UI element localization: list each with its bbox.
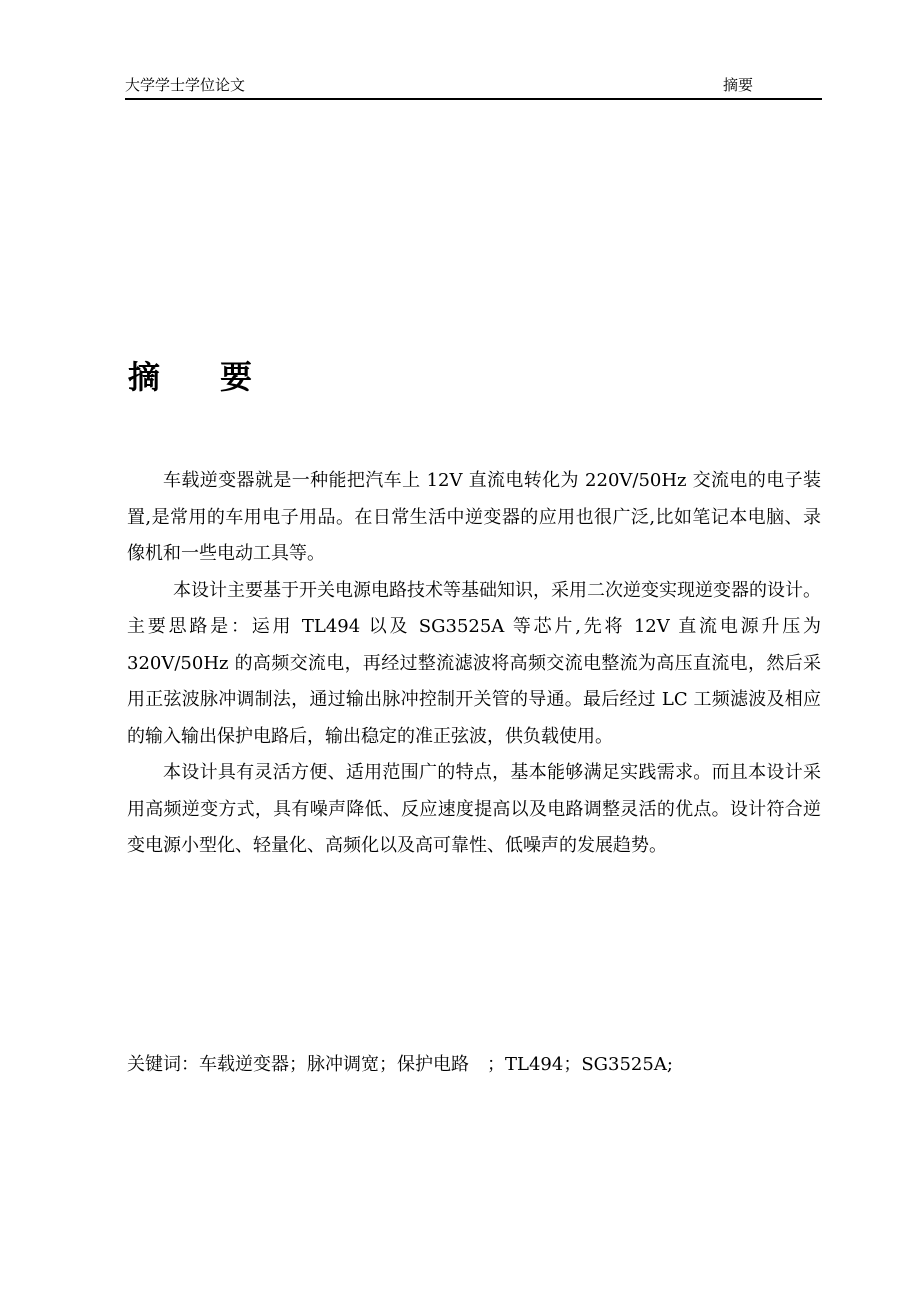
abstract-title-char-2: 要: [220, 358, 255, 396]
abstract-title-char-1: 摘: [128, 358, 163, 396]
page-header: [125, 76, 822, 100]
abstract-body: [127, 463, 821, 865]
abstract-paragraph-3: 本设计具有灵活方便、适用范围广的特点，基本能够满足实践需求。而且本设计采用高频逆变方式，具有噪声降低、反应速度提高以及电路调整灵活的优点。设计符合逆变电源小型化、轻量化、高频化以及高可靠性、低噪声的发展趋势。: [127, 762, 821, 856]
abstract-title: [128, 355, 254, 399]
abstract-paragraph-2: 本设计主要基于开关电源电路技术等基础知识，采用二次逆变实现逆变器的设计。主要思路是：运用 TL494 以及 SG3525A 等芯片,先将 12V 直流电源升压为 320V/50Hz 的高频交流电，再经过整流滤波将高频交流电整流为高压直流电，然后采用正弦波脉冲调制法，通过输出脉冲控制开关管的导通。最后经过 LC 工频滤波及相应的输入输出保护电路后，输出稳定的准正弦波，供负载使用。: [127, 579, 821, 747]
abstract-paragraph-1: 车载逆变器就是一种能把汽车上 12V 直流电转化为 220V/50Hz 交流电的电子装置,是常用的车用电子用品。在日常生活中逆变器的应用也很广泛,比如笔记本电脑、录像机和一些电动工具等。: [127, 470, 821, 564]
header-thesis-label: 大学学士学位论文: [125, 76, 246, 94]
header-section-label: 摘要: [723, 76, 754, 94]
keywords-line: 关键词：车载逆变器；脉冲调宽；保护电路 ；TL494；SG3525A;: [127, 1054, 673, 1075]
